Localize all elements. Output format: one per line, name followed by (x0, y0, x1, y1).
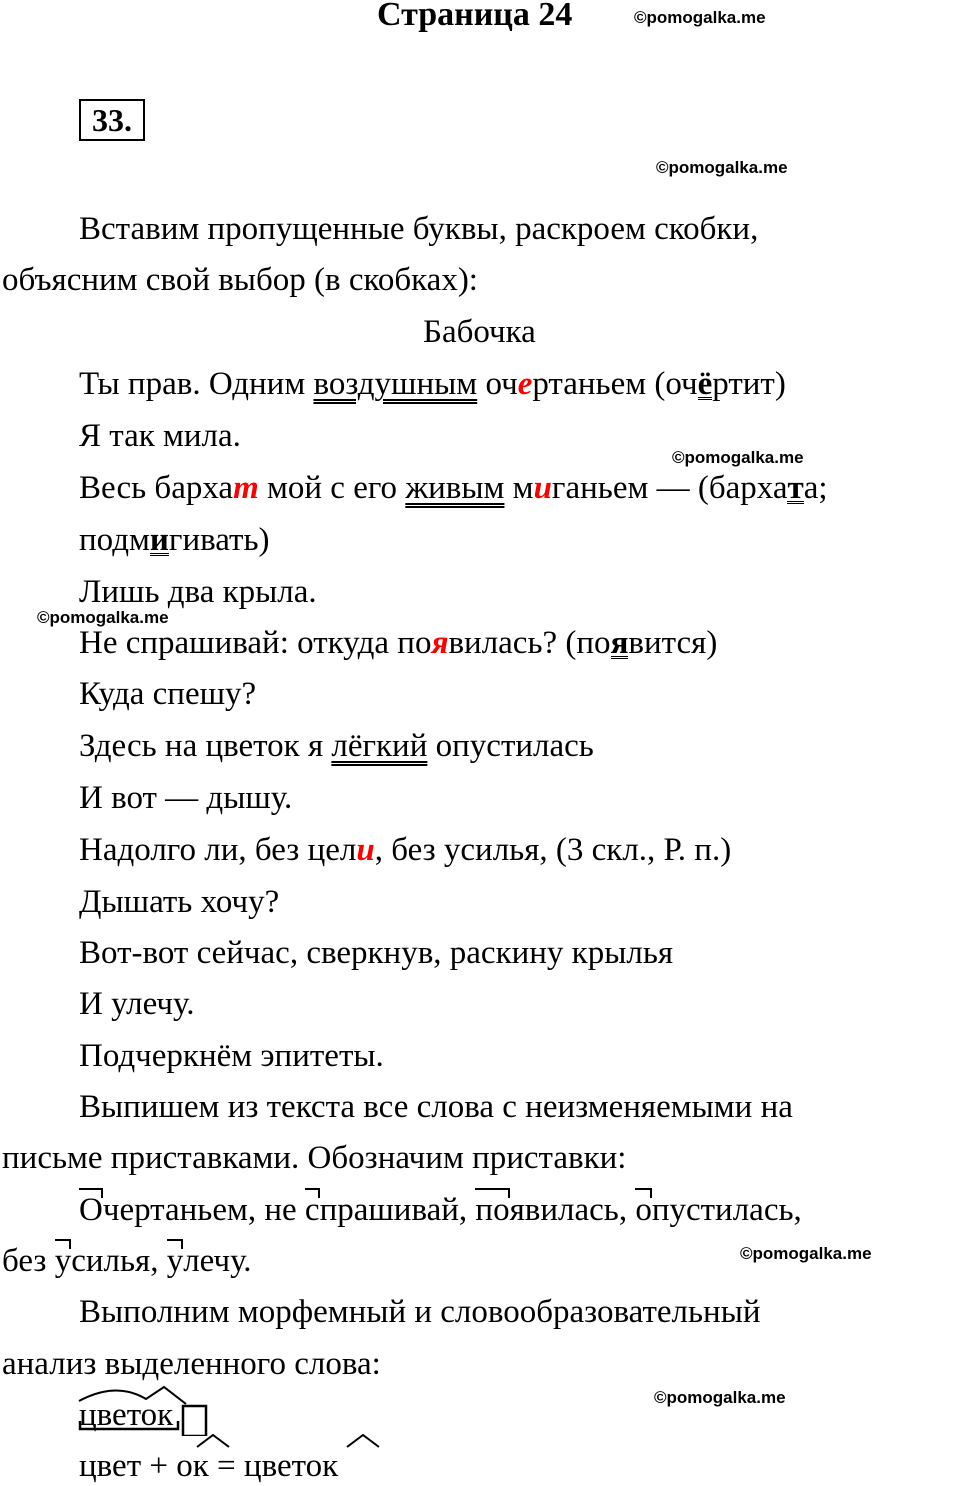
poem-line-9: И вот — дышу. (79, 780, 293, 816)
prefix-mark: О (79, 1192, 103, 1228)
analyzed-word: цветок (79, 1397, 174, 1433)
poem-line-5: Лишь два крыла. (79, 574, 317, 610)
epithet: воздушным (313, 366, 478, 402)
prefix-words-line-2: без усилья, улечу. (2, 1243, 252, 1279)
poem-title: Бабочка (423, 314, 536, 350)
watermark: ©pomogalka.me (656, 158, 788, 177)
prefix-mark: о (635, 1192, 652, 1228)
poem-line-2: Я так мила. (79, 418, 241, 454)
analysis-line-1: Выполним морфемный и словообразовательный (79, 1294, 761, 1330)
prefix-mark: по (475, 1192, 510, 1228)
suffix-mark-icon (344, 1433, 384, 1449)
watermark: ©pomogalka.me (634, 8, 766, 27)
poem-line-11: Дышать хочу? (79, 884, 280, 920)
derivation-formula: цвет + ок = цветок (79, 1448, 339, 1484)
poem-line-8: Здесь на цветок я лёгкий опустилась (79, 728, 594, 764)
poem-line-12: Вот-вот сейчас, сверкнув, раскину крылья (79, 935, 674, 971)
poem-line-3: Весь бархат мой с его живым миганьем — (бархата; (79, 470, 828, 506)
watermark: ©pomogalka.me (654, 1388, 786, 1407)
prefix-words-line-1: Очертаньем, не спрашивай, появилась, опустилась, (79, 1192, 802, 1228)
watermark: ©pomogalka.me (740, 1244, 872, 1263)
prefix-mark: у (166, 1243, 184, 1279)
epithets-note: Подчеркнём эпитеты. (79, 1038, 384, 1074)
watermark: ©pomogalka.me (37, 608, 169, 627)
page-title: Страница 24 (377, 0, 573, 33)
prefix-task-line-1: Выпишем из текста все слова с неизменяемыми на (79, 1089, 793, 1125)
analysis-line-2: анализ выделенного слова: (2, 1346, 381, 1382)
poem-line-10: Надолго ли, без цели, без усилья, (3 скл., Р. п.) (79, 832, 732, 868)
poem-line-7: Куда спешу? (79, 676, 257, 712)
epithet: живым (405, 470, 505, 506)
intro-line-1: Вставим пропущенные буквы, раскроем скобки, (79, 211, 759, 247)
prefix-mark: с (304, 1192, 320, 1228)
watermark: ©pomogalka.me (672, 448, 804, 467)
poem-line-13: И улечу. (79, 986, 195, 1022)
intro-line-2: объясним свой выбор (в скобках): (2, 262, 478, 298)
poem-line-1: Ты прав. Одним воздушным очертаньем (очёртит) (79, 366, 786, 402)
exercise-number: 33. (79, 99, 145, 141)
prefix-task-line-2: письме приставками. Обозначим приставки: (2, 1140, 627, 1176)
epithet: лёгкий (331, 728, 428, 764)
poem-line-6: Не спрашивай: откуда появилась? (появится) (79, 625, 718, 661)
prefix-mark: у (54, 1243, 72, 1279)
poem-line-4: подмигивать) (79, 522, 270, 558)
